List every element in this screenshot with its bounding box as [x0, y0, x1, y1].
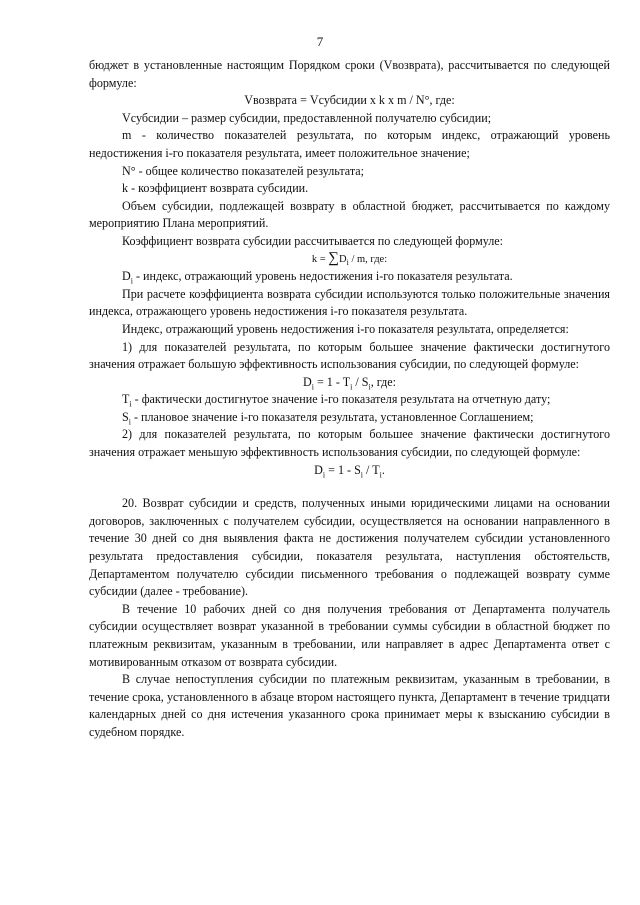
subscript: i — [368, 382, 371, 392]
symbol: T — [122, 392, 130, 407]
paragraph: N° - общее количество показателей результата; — [122, 163, 364, 178]
formula-text: / S — [352, 374, 369, 389]
paragraph-text: - индекс, отражающий уровень недостижения i-го показателя результата. — [132, 269, 513, 284]
formula-text: / T — [363, 462, 380, 477]
paragraph: 2) для показателей результата, по которым большее значение фактически достигнутого значения отражает меньшую эффективность использования субсидии, по следующей формуле: — [89, 427, 610, 460]
formula-text: = 1 - T — [313, 374, 351, 389]
paragraph-text: - фактически достигнутое значение i-го показателя результата на отчетную дату; — [131, 392, 551, 407]
formula-d-2 — [89, 462, 610, 480]
formula-text: = 1 - S — [325, 462, 361, 477]
subscript: i — [346, 257, 349, 267]
paragraph: При расчете коэффициента возврата субсидии используются только положительные значения индекса, отражающего уровень недостижения i-го показателя результата. — [89, 286, 610, 319]
formula-text: D — [314, 462, 323, 477]
paragraph: Коэффициент возврата субсидии рассчитывается по следующей формуле: — [122, 233, 504, 248]
formula-text: D — [302, 374, 312, 389]
formula-text: / m, где: — [348, 253, 388, 265]
document-body — [89, 57, 610, 742]
formula-text: D — [339, 253, 347, 265]
paragraph — [89, 409, 610, 427]
subscript: i — [130, 276, 133, 286]
paragraph: Объем субсидии, подлежащей возврату в областной бюджет, рассчитывается по каждому мероприятию Плана мероприятий. — [89, 198, 610, 231]
subscript: i — [360, 470, 364, 480]
subscript: i — [129, 399, 132, 409]
subscript: i — [128, 417, 131, 427]
subscript: i — [350, 382, 353, 392]
paragraph: 1) для показателей результата, по которым большее значение фактически достигнутого значения отражает большую эффективность использования субсидии, по следующей формуле: — [89, 339, 610, 372]
paragraph: В течение 10 рабочих дней со дня получения требования от Департамента получатель субсидии осуществляет возврат указанной в требовании суммы субсидии в областной бюджет по платежным реквизитам, указанным в требовании, или направляет в адрес Департамента ответ с мотивированным отказом от возврата субсидии. — [89, 601, 610, 669]
formula-v-return: Vвозврата = Vсубсидии x k x m / N°, где: — [244, 93, 455, 108]
symbol: S — [122, 409, 129, 424]
sigma-symbol: ∑ — [328, 249, 339, 266]
paragraph: m - количество показателей результата, по которым индекс, отражающий уровень недостижения i-го показателя результата, имеет положительное значение; — [89, 128, 610, 160]
formula-text: k = — [311, 253, 329, 265]
paragraph — [89, 268, 610, 286]
subscript: i — [311, 382, 314, 392]
paragraph: бюджет в установленные настоящим Порядком сроки (Vвозврата), рассчитывается по следующей формуле: — [89, 58, 610, 90]
paragraph: k - коэффициент возврата субсидии. — [122, 181, 309, 196]
paragraph — [89, 391, 610, 409]
paragraph: Индекс, отражающий уровень недостижения i-го показателя результата, определяется: — [122, 321, 569, 336]
paragraph: 20. Возврат субсидии и средств, полученных иными юридическими лицами на основании договоров, заключенных с получателем субсидии, осуществляется на основании направленного в течение 30 дней со дня выявления факта не достижения получателем субсидии установленного результата предоставления субсидии, показателя результата, наступления обстоятельств, Департаментом получателю субсидии письменного требования о подлежащей возврату сумме субсидии (далее - требование). — [89, 496, 610, 599]
subscript: i — [379, 470, 382, 480]
formula-k — [89, 251, 610, 269]
symbol: D — [122, 269, 131, 284]
formula-d-1 — [89, 374, 610, 392]
page-number: 7 — [316, 34, 324, 49]
formula-text: . — [381, 462, 385, 477]
subscript: i — [322, 470, 326, 480]
formula-text: , где: — [370, 374, 397, 389]
paragraph: В случае непоступления субсидии по платежным реквизитам, указанным в требовании, в течение срока, установленного в абзаце втором настоящего пункта, Департамент в течение тридцати календарных дней со дня истечения указанного срока принимает меры к взысканию субсидии в судебном порядке. — [89, 672, 610, 739]
paragraph: Vсубсидии – размер субсидии, предоставленной получателю субсидии; — [122, 110, 492, 125]
paragraph-text: - плановое значение i-го показателя результата, установленное Соглашением; — [130, 409, 534, 424]
